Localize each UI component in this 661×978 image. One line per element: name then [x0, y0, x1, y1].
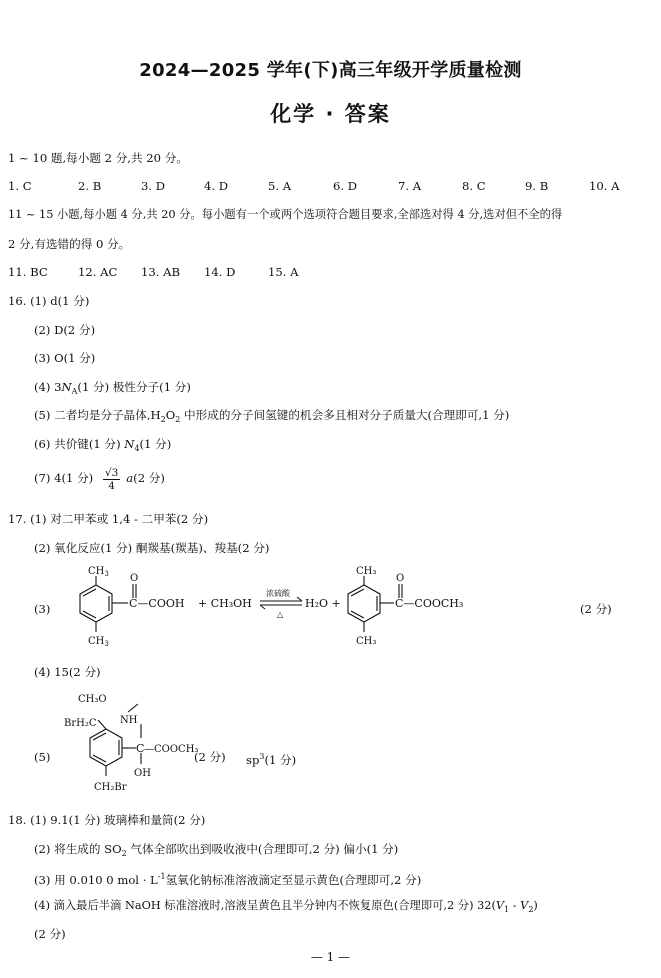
text: (1 分) [264, 753, 297, 767]
q16-part7 [34, 466, 165, 492]
answer-item: 3. D [141, 179, 166, 193]
q17-part3-score: (2 分) [580, 602, 612, 616]
answer-item: 6. D [333, 179, 358, 193]
methanol-reagent: + CH₃OH [198, 597, 252, 610]
text: ) [533, 899, 538, 912]
subscript: 2 [528, 905, 534, 914]
answer-item: 13. AB [141, 265, 181, 279]
superscript: 3 [259, 752, 265, 761]
answer-item: 8. C [462, 179, 486, 193]
central-carbon: C [136, 742, 145, 755]
answer-item: 15. A [268, 265, 299, 279]
section1-intro: 1 ~ 10 题,每小题 2 分,共 20 分。 [8, 151, 188, 165]
q17-part2: (2) 氧化反应(1 分) 酮羰基(羰基)、羧基(2 分) [34, 541, 270, 555]
answer-item: 2. B [78, 179, 102, 193]
text: (2 分) [133, 471, 165, 485]
q16-part1: 16. (1) d(1 分) [8, 294, 90, 308]
product-methyl-bottom: CH₃ [356, 636, 377, 647]
subscript: 2 [160, 415, 166, 424]
benzene-ring-reactant [80, 576, 136, 632]
text: 气体全部吹出到吸收液中(合理即可,2 分) 偏小(1 分) [126, 842, 399, 856]
q17-part1: 17. (1) 对二甲苯或 1,4 - 二甲苯(2 分) [8, 512, 209, 526]
condition-heat: △ [277, 610, 284, 619]
text: (3) 用 0.010 0 mol · L [34, 873, 158, 887]
q16-part4 [34, 379, 191, 400]
text: (5) 二者均是分子晶体,H [34, 408, 161, 422]
text: 氢氧化钠标准溶液滴定至显示黄色(合理即可,2 分) [165, 873, 422, 887]
answer-item: 14. D [204, 265, 236, 279]
answer-item: 5. A [268, 179, 292, 193]
amine-group: NH [120, 715, 138, 726]
superscript: -1 [157, 872, 166, 881]
q16-part5 [34, 407, 509, 428]
water-product: H₂O + [305, 597, 341, 610]
subscript: 2 [121, 849, 127, 858]
text: N [61, 380, 72, 394]
answer-item: 9. B [525, 179, 549, 193]
subscript: 2 [175, 415, 181, 424]
answer-item: 1. C [8, 179, 32, 193]
q18-part1: 18. (1) 9.1(1 分) 玻璃棒和量筒(2 分) [8, 813, 206, 827]
fraction [103, 467, 120, 492]
subscript: A [71, 387, 78, 396]
q17-part3-label: (3) [34, 602, 51, 616]
q18-part2 [34, 841, 398, 862]
text: (7) 4(1 分) [34, 471, 94, 485]
q18-part3 [34, 869, 421, 888]
hydroxyl-group: OH [134, 768, 151, 779]
text: (4) 滴入最后半滴 NaOH 标准溶液时,溶液呈黄色且半分钟内不恢复原色(合理即可,2 分) 32( [34, 899, 496, 912]
q18-part4-score: (2 分) [34, 927, 66, 941]
text: (2) 将生成的 SO [34, 842, 122, 856]
keto-acid-group: C—COOH [129, 597, 185, 610]
text: V [520, 899, 529, 912]
subscript: 4 [134, 444, 140, 453]
q16-part3: (3) O(1 分) [34, 351, 96, 365]
reaction-equation-diagram [52, 562, 472, 652]
product-carbonyl-o: O [396, 573, 405, 584]
subscript: 1 [504, 905, 510, 914]
page-subtitle: 化学 · 答案 [270, 102, 391, 126]
fraction-numerator: √3 [104, 466, 119, 479]
benzene-ring-product [348, 576, 402, 632]
equilibrium-arrow [260, 597, 302, 609]
ester-group: —COOCH₃ [144, 744, 199, 755]
text: - [509, 899, 521, 912]
page-number: — 1 — [310, 950, 351, 964]
fraction-denominator: 4 [108, 479, 115, 492]
q17-part4: (4) 15(2 分) [34, 665, 101, 679]
q17-part5-label: (5) [34, 750, 51, 764]
q18-part4 [34, 898, 538, 918]
text: (6) 共价键(1 分) [34, 437, 125, 451]
answer-item: 11. BC [8, 265, 48, 279]
answer-item: 4. D [204, 179, 229, 193]
q17-part5-score: (2 分) [194, 750, 226, 764]
methyl-bottom: $CH_3$ [88, 636, 109, 648]
structure-diagram [58, 690, 308, 800]
q16-part6 [34, 436, 171, 457]
text: a [126, 471, 134, 485]
condition-acid: 浓硫酸 [266, 589, 290, 598]
text: sp [246, 753, 260, 767]
section2-intro-line1: 11 ~ 15 小题,每小题 4 分,共 20 分。每小题有一个或两个选项符合题目要求,全部选对得 4 分,选对但不全的得 [8, 208, 563, 221]
text: (1 分) [139, 437, 172, 451]
section2-intro-line2: 2 分,有选错的得 0 分。 [8, 237, 131, 251]
text: 中形成的分子间氢键的机会多且相对分子质量大(合理即可,1 分) [180, 408, 510, 422]
answer-item: 10. A [589, 179, 620, 193]
answer-item: 12. AC [78, 265, 118, 279]
text: V [495, 899, 505, 912]
bromomethyl-bottom: CH₂Br [94, 782, 127, 793]
text: (4) 3 [34, 380, 62, 394]
q17-part5-hybrid [246, 749, 296, 768]
text: N [124, 437, 135, 451]
q16-part2: (2) D(2 分) [34, 323, 96, 337]
bromomethyl-top: BrH₂C [64, 718, 97, 729]
text: (1 分) 极性分子(1 分) [77, 380, 191, 394]
product-methyl-top: CH₃ [356, 566, 377, 577]
carbonyl-o: O [130, 573, 139, 584]
methyl-top: $CH_3$ [88, 566, 109, 578]
page-title: 2024—2025 学年(下)高三年级开学质量检测 [139, 60, 522, 81]
text: O [165, 408, 176, 422]
answer-item: 7. A [398, 179, 422, 193]
methoxy-group: CH₃O [78, 694, 107, 705]
ester-group: C—COOCH₃ [395, 597, 464, 610]
